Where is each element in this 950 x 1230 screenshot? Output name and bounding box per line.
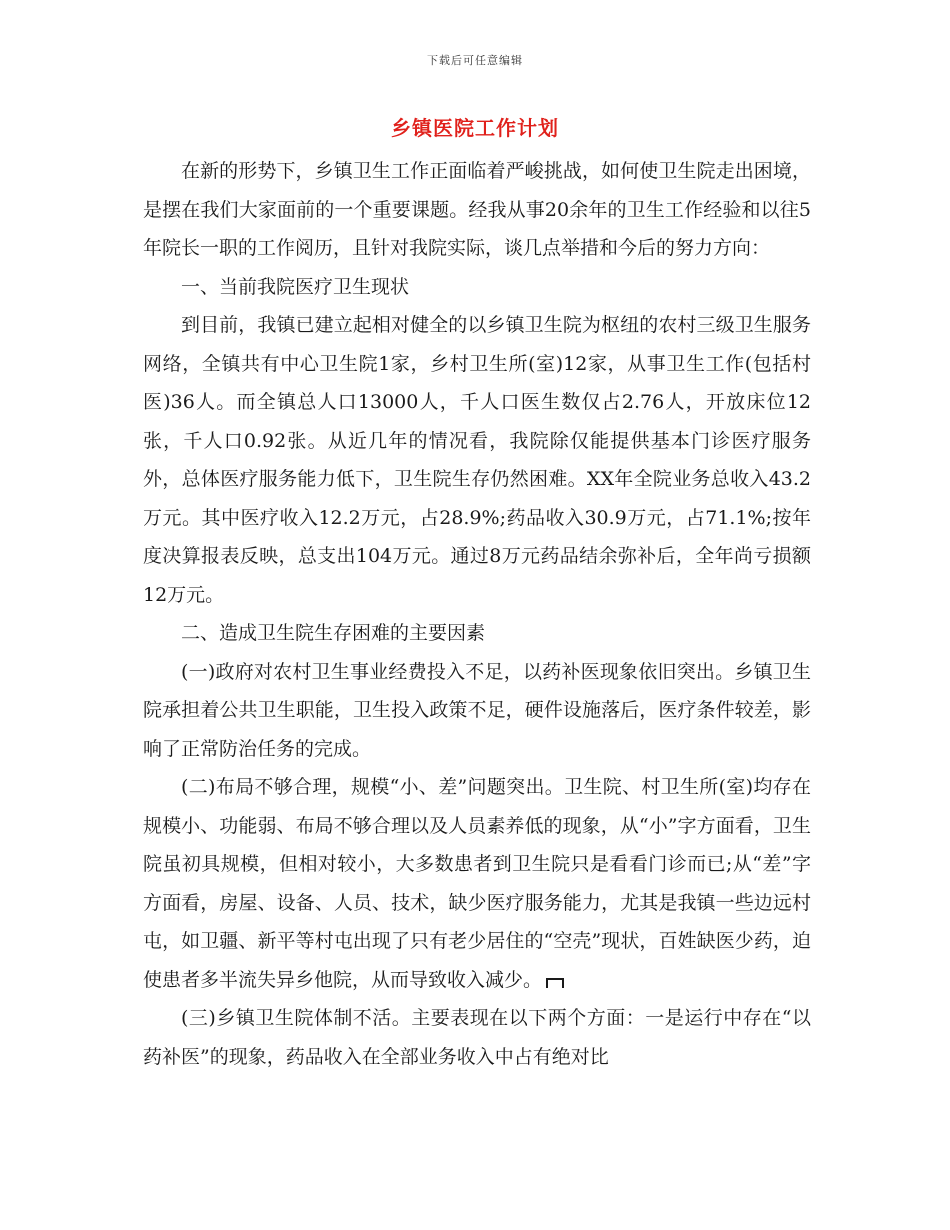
bracket-mark-icon [546,978,564,988]
paragraph-intro: 在新的形势下，乡镇卫生工作正面临着严峻挑战，如何使卫生院走出困境，是摆在我们大家面前的一个重要课题。经我从事20余年的卫生工作经验和以往5年院长一职的工作阅历，且针对我院实际，谈几点举措和今后的努力方向： [143,160,811,259]
paragraph-factor-2-wrap [143,768,811,999]
paragraph-factor-2: (二)布局不够合理，规模“小、差”问题突出。卫生院、村卫生所(室)均存在规模小、功能弱、布局不够合理以及人员素养低的现象，从“小”字方面看，卫生院虽初具规模，但相对较小，大多数患者到卫生院只是看看门诊而已;从“差”字方面看，房屋、设备、人员、技术，缺少医疗服务能力，尤其是我镇一些边远村屯，如卫疆、新平等村屯出现了只有老少居住的“空壳”现状，百姓缺医少药，迫使患者多半流失异乡他院，从而导致收入减少。 [143,776,811,991]
section-heading-2: 二、造成卫生院生存困难的主要因素 [181,622,486,644]
header-note: 下载后可任意编辑 [427,54,523,67]
paragraph-factor-3: (三)乡镇卫生院体制不活。主要表现在以下两个方面：一是运行中存在“以药补医”的现象，药品收入在全部业务收入中占有绝对比 [143,1007,811,1068]
document-title: 乡镇医院工作计划 [391,116,559,140]
paragraph-factor-1: (一)政府对农村卫生事业经费投入不足，以药补医现象依旧突出。乡镇卫生院承担着公共卫生职能，卫生投入政策不足，硬件设施落后，医疗条件较差，影响了正常防治任务的完成。 [143,660,811,760]
section-heading-1: 一、当前我院医疗卫生现状 [181,275,410,298]
paragraph-status: 到目前，我镇已建立起相对健全的以乡镇卫生院为枢纽的农村三级卫生服务网络，全镇共有中心卫生院1家，乡村卫生所(室)12家，从事卫生工作(包括村医)36人。而全镇总人口13000人，千人口医生数仅占2.76人，开放床位12张，千人口0.92张。从近几年的情况看，我院除仅能提供基本门诊医疗服务外，总体医疗服务能力低下，卫生院生存仍然困难。XX年全院业务总收入43.2万元。其中医疗收入12.2万元，占28.9%;药品收入30.9万元，占71.1%;按年度决算报表反映，总支出104万元。通过8万元药品结余弥补后，全年尚亏损额12万元。 [143,314,811,606]
document-body [143,152,811,1076]
